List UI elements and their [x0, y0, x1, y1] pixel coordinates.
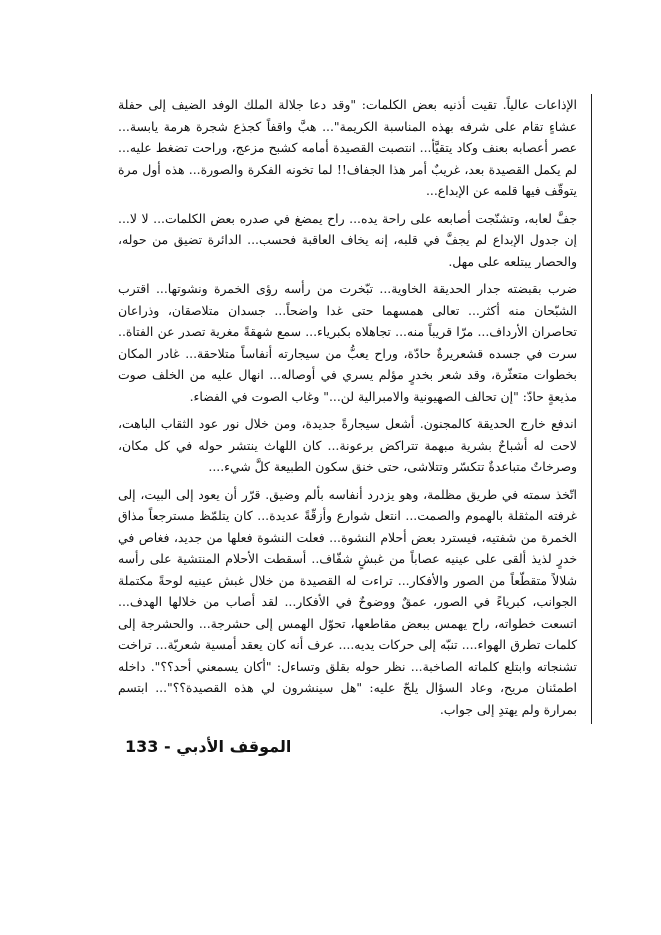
paragraph: جفَّ لعابه، وتشنّجت أصابعه على راحة يده... راح يمضغ في صدره بعض الكلمات... لا لا... إن جدول الإبداع لم يجفَّ في قلبه، إنه يخاف العاقبة فحسب... الدائرة تضيق من حوله، والحصار يبتلعه على مهل. [118, 210, 577, 269]
paragraph: اتّخذ سمته في طريق مظلمة، وهو يزدرد أنفاسه بألم وضيق. قرّر أن يعود إلى البيت، إلى غرفته المثقلة بالهموم والصمت... انتعل شوارع وأزقّةً عديدة... كان يتلمّظ مسترجعاً مذاق الخمرة من شفتيه، فيسترد بعض أحلام النشوة... فعلت النشوة فعلها من جديد، فغاص في خدرٍ لذيذ ألقى على عينيه عصاباً من غبشٍ شفّاف.. أسقطت الأحلام المنتشية على رأسه شلالاً متقطّعاً من الصور والأفكار... تراءت له القصيدة من خلال غبش عينيه لوحةً مكتملة الجوانب، كبرياءً في الصور، عمقٌ ووضوحٌ في الأفكار... لقد أصاب من خلالها الهدف... اتسعت خطواته، راح يهمس ببعض مقاطعها، تحوّل الهمس إلى حشرجة... والحشرجة إلى كلمات تطرق الهواء.... تنبّه إلى حركات يديه.... عرف أنه كان يعقد أمسية شعريّة... تراخت تشنجاته وابتلع كلماته الصاخبة... نظر حوله بقلق وتساءل: "أكان يسمعني أحد؟؟". داخله اطمئنان مريح، وعاد السؤال يلحّ عليه: "هل سينشرون لي هذه القصيدة؟؟"... ابتسم بمرارة ولم يهتدِ إلى جواب. [118, 486, 577, 717]
page-footer: الموقف الأدبي - 133 [125, 737, 292, 756]
paragraph: ضرب بقبضته جدار الحديقة الخاوية... تبّخرت من رأسه رؤى الخمرة ونشوتها... اقترب الشبّحان منه أكثر... تعالى همسهما حتى غدا واضحاً... جسدان متلاصقان، وذراعان تحاصران الأرداف... مرّا قريباً منه... تجاهلاه بكبرياء... سمع شهقةً مغرية تصدر عن الفتاة.. سرت في جسده قشعريرةٌ حادّة، وراح يعبُّ من سيجارته أنفاساً متلاحقة... غادر المكان بخطوات متعثّرة، وقد شعر بخدرٍ مؤلم يسري في أوصاله... انهال عليه من الخلف صوت مذيعةٍ حادّ: "إن تحالف الصهيونية والامبرالية لن..." وغاب الصوت في الفضاء. [118, 281, 577, 404]
text-column [112, 94, 592, 724]
paragraph: اندفع خارج الحديقة كالمجنون. أشعل سيجارةً جديدة، ومن خلال نور عود الثقاب الباهت، لاحت له أشباحٌ بشرية مبهمة تتراكض برعونة... كان اللهاث ينتشر حوله في كل مكان، وصرخاتٌ متباعدةٌ تتكسّر وتتلاشى، حتى خنق سكون الطبيعة كلَّ شيء.... [118, 416, 577, 474]
paragraph: الإذاعات عالياً. تقيت أذنيه بعض الكلمات: "وقد دعا جلالة الملك الوفد الضيف إلى حفلة عشاءٍ تقام على شرفه بهذه المناسبة الكريمة"... هبَّ واقفاً كجذع شجرة هرمة يابسة... عصر أعصابه بعنف وكاد يتقيَّأ... انتصبت القصيدة أمامه كشبح مزعج، وراحت تضغط عليه... لم يكمل القصيدة بعد، غريبٌ أمر هذا الجفاف!! لما تخونه الفكرة والصورة... هذه أول مرة يتوقّف فيها قلمه عن الإبداع... [118, 97, 577, 198]
